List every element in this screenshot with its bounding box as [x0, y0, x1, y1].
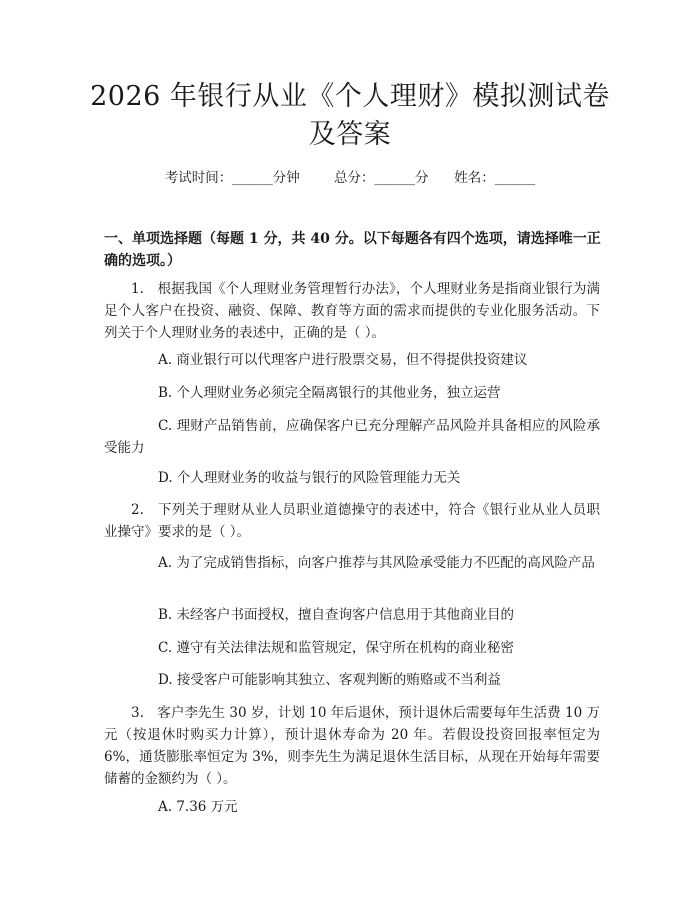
question-1-stem: 1. 根据我国《个人理财业务管理暂行办法》，个人理财业务是指商业银行为满足个人客户在投资、融资、保障、教育等方面的需求而提供的专业化服务活动。下列关于个人理财业务的表述中，正确的是（ ）。: [104, 281, 600, 341]
question-1-option-b: B. 个人理财业务必须完全隔离银行的其他业务，独立运营: [158, 385, 501, 401]
question-1-option-d: D. 个人理财业务的收益与银行的风险管理能力无关: [158, 470, 461, 486]
question-3-stem: 3. 客户李先生 30 岁，计划 10 年后退休，预计退休后需要每年生活费 10 万元（按退休时购买力计算），预计退休寿命为 20 年。若假设投资回报率恒定为 6%，通货膨胀率恒定为 3%，则李先生为满足退休生活目标，从现在开始每年需要储蓄的金额约为（ ）。: [104, 705, 600, 787]
question-2-option-b: B. 未经客户书面授权，擅自查询客户信息用于其他商业目的: [158, 607, 515, 623]
exam-time-blank: ______: [232, 170, 273, 186]
section-heading: 一、单项选择题（每题 1 分，共 40 分。以下每题各有四个选项，请选择唯一正确的选项。）: [104, 231, 601, 269]
question-2-option-c: C. 遵守有关法律法规和监管规定，保守所在机构的商业秘密: [158, 640, 514, 656]
total-score-label: 总分：: [334, 170, 375, 186]
exam-time-unit: 分钟: [272, 170, 300, 186]
question-2-option-a: A. 为了完成销售指标，向客户推荐与其风险承受能力不匹配的高风险产品: [158, 555, 595, 571]
question-1-option-a: A. 商业银行可以代理客户进行股票交易，但不得提供投资建议: [158, 352, 528, 368]
question-1-option-c: C. 理财产品销售前，应确保客户已充分理解产品风险并具备相应的风险承受能力: [104, 418, 600, 456]
name-label: 姓名：: [454, 170, 495, 186]
total-score-unit: 分: [415, 170, 429, 186]
document-title: 2026 年银行从业《个人理财》模拟测试卷及答案: [90, 81, 610, 150]
question-2-stem: 2. 下列关于理财从业人员职业道德操守的表述中，符合《银行业从业人员职业操守》要求的是（ ）。: [104, 502, 600, 540]
name-blank: ______: [494, 170, 536, 186]
question-3-option-a: A. 7.36 万元: [158, 799, 238, 815]
exam-time-label: 考试时间：: [164, 170, 233, 186]
exam-info-line: [0, 168, 700, 188]
question-2-option-d: D. 接受客户可能影响其独立、客观判断的贿赂或不当利益: [158, 672, 501, 688]
total-score-blank: ______: [374, 170, 416, 186]
